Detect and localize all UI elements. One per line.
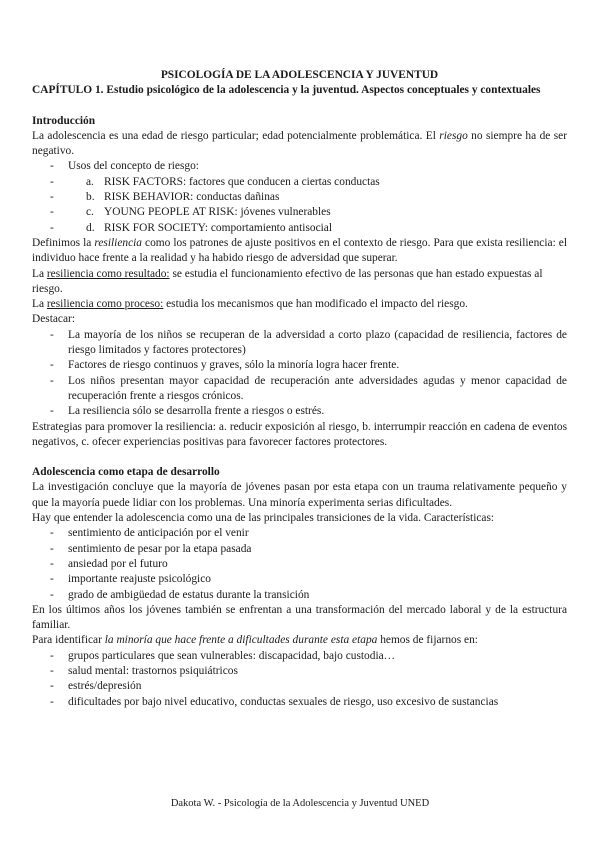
caracteristicas-list [32,526,567,602]
list-item: - Usos del concepto de riesgo: - a. RISK FACTORS: factores que conducen a ciertas conductas - b. RISK BEHAVIOR: conductas dañinas - c. YOUNG PEOPLE AT RISK: jóvenes vulnerables - d. RISK FOR SOCIETY: comportamiento antisocial [32,159,567,235]
list-item: - sentimiento de anticipación por el venir [32,526,567,541]
estrategias-paragraph: Estrategias para promover la resiliencia: a. reducir exposición al riesgo, b. interrumpir reacción en cadena de eventos negativos, c. ofecer experiencias positivas para favorecer factores protectores. [32,420,567,448]
list-item: - dificultades por bajo nivel educativo, conductas sexuales de riesgo, uso excesivo de sustancias [32,695,567,710]
list-item: - d. RISK FOR SOCIETY: comportamiento antisocial [32,221,567,236]
list-item: - grupos particulares que sean vulnerables: discapacidad, bajo custodia… [32,649,567,664]
destacar-label: Destacar: [32,313,76,326]
section-paragraph: Hay que entender la adolescencia como una de las principales transiciones de la vida. Características: [32,512,495,525]
intro-heading: Introducción [32,114,96,127]
fijarnos-list [32,649,567,710]
destacar-list [32,328,567,420]
list-item: - La resiliencia sólo se desarrolla frente a riesgos o estrés. [32,404,567,419]
resiliencia-proceso: La resiliencia como proceso: estudia los mecanismos que han modificado el impacto del riesgo. [32,298,468,311]
list-item: - c. YOUNG PEOPLE AT RISK: jóvenes vulnerables [32,205,567,220]
intro-paragraph: La adolescencia es una edad de riesgo particular; edad potencialmente problemática. El riesgo no siempre ha de ser negativo. [32,129,567,158]
list-item: - b. RISK BEHAVIOR: conductas dañinas [32,190,567,205]
resiliencia-definition: Definimos la resiliencia como los patrones de ajuste positivos en el contexto de riesgo. Para que exista resiliencia: el individuo hace frente a la realidad y ha habido riesgo de adversidad que superar. [32,236,567,265]
page-footer: Dakota W. - Psicología de la Adolescencia y Juventud UNED [170,798,430,809]
resiliencia-resultado: La resiliencia como resultado: se estudia el funcionamiento efectivo de las personas que han estado expuestas al riesgo. [32,267,543,295]
usos-list [32,159,567,235]
list-item: - Factores de riesgo continuos y graves, sólo la minoría logra hacer frente. [32,358,567,373]
list-item: - sentimiento de pesar por la etapa pasada [32,542,567,557]
section-paragraph: En los últimos años los jóvenes también se enfrentan a una transformación del mercado laboral y de la estructura familiar. [32,603,567,632]
document-title: PSICOLOGÍA DE LA ADOLESCENCIA Y JUVENTUD [160,69,439,81]
list-item: - importante reajuste psicológico [32,572,567,587]
usos-sublist [32,175,567,236]
list-item: - La mayoría de los niños se recuperan de la adversidad a corto plazo (capacidad de resiliencia, factores de riesgo limitados y factores protectores) [32,328,567,359]
section-heading: Adolescencia como etapa de desarrollo [32,466,220,479]
document-page [32,68,567,710]
list-item: - salud mental: trastornos psiquiátricos [32,664,567,679]
chapter-heading: CAPÍTULO 1. Estudio psicológico de la adolescencia y la juventud. Aspectos conceptuales y contextuales [32,84,541,97]
list-item: - ansiedad por el futuro [32,557,567,572]
list-item: - grado de ambigüedad de estatus durante la transición [32,588,567,603]
list-item: - estrés/depresión [32,679,567,694]
list-item: - Los niños presentan mayor capacidad de recuperación ante adversidades agudas y menor capacidad de recuperación frente a riesgos crónicos. [32,374,567,405]
section-paragraph: Para identificar la minoría que hace frente a dificultades durante esta etapa hemos de fijarnos en: [32,634,478,647]
list-item: - a. RISK FACTORS: factores que conducen a ciertas conductas [32,175,567,190]
section-paragraph: La investigación concluye que la mayoría de jóvenes pasan por esta etapa con un trauma relativamente pequeño y que la mayoría puede lidiar con los problemas. Una minoría experimenta serias dificultades. [32,481,567,509]
